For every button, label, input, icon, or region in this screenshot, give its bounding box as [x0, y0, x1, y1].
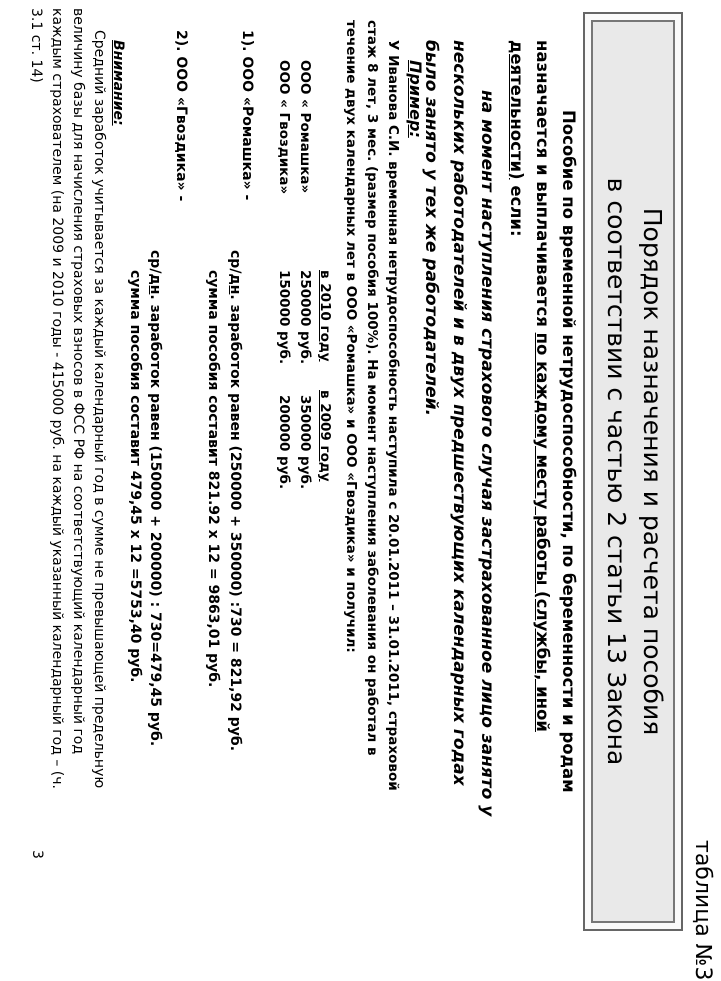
attention-line-3: каждым страхователем (на 2009 и 2010 годы - 415000 руб. на каждый указанный календарный год – (ч. — [49, 8, 65, 789]
attention-text — [25, 8, 109, 789]
condition-line-2: нескольких работодателей и в двух предшествующих календарных годах — [449, 40, 469, 786]
example-text — [340, 20, 403, 791]
intro-line-3-underlined: деятельности) — [507, 40, 526, 180]
calc-2-avg-prefix: ср/ — [147, 250, 163, 274]
page-number: 3 — [29, 850, 45, 859]
calc-2-average — [144, 250, 165, 746]
earnings-cell-2009: 200000 руб. — [276, 395, 292, 490]
employer-cell: ООО « Гвоздика» — [276, 60, 292, 195]
intro-paragraph — [503, 40, 581, 890]
calc-1-sum: сумма пособия составит 821.92 х 12 = 9863,01 руб. — [205, 270, 221, 688]
page-title-line-1: Порядок назначения и расчета пособия — [638, 207, 667, 736]
intro-line-2-start: назначается и выплачивается — [533, 40, 552, 333]
calc-1-avg-text: . заработок равен (250000 + 350000) :730 = 821,92 руб. — [227, 294, 243, 752]
calc-1-avg-prefix: ср/ — [227, 250, 243, 274]
attention-line-1: Средний заработок учитывается за каждый календарный год в сумме не превышающей предельную — [91, 30, 107, 789]
calc-1-avg-unit: дн — [227, 273, 243, 295]
example-line-3: течение двух календарных лет в ООО «Ромашка» и ООО «Гвоздика» и получил: — [343, 20, 359, 653]
table-number-label: таблица №3 — [690, 840, 715, 981]
calc-2-sum: сумма пособия составит 479,45 х 12 =5753,40 руб. — [127, 270, 143, 683]
earnings-cell-2009: 350000 руб. — [297, 395, 313, 490]
attention-label: Внимание: — [110, 40, 126, 126]
condition-line-1: на момент наступления страхового случая застрахованное лицо занято у — [477, 90, 497, 817]
condition-line-3: было занято у тех же работодателей. — [421, 40, 441, 417]
earnings-cell-2010: 150000 руб. — [276, 270, 292, 365]
intro-line-2 — [529, 40, 555, 890]
earnings-cell-2010: 250000 руб. — [297, 270, 313, 365]
calc-2-avg-unit: дн — [147, 273, 163, 295]
employer-cell: ООО « Ромашка» — [297, 60, 313, 194]
condition-paragraph — [417, 40, 501, 900]
calc-2-avg-text: . заработок равен (150000 + 200000) : 730=479,45 руб. — [147, 294, 163, 747]
column-header-2010: в 2010 году — [317, 270, 333, 362]
page-title-line-2: в соответствии с частью 2 статьи 13 Закона — [602, 177, 631, 766]
title-frame — [583, 12, 683, 931]
example-line-1: У Иванова С.И. временная нетрудоспособность наступила с 20.01.2011 – 31.01.2011, страховой — [385, 40, 401, 791]
example-line-2: стаж 8 лет, 3 мес. (размер пособия 100%). На момент наступления заболевания он работал в — [364, 20, 380, 756]
intro-line-2-underlined: по каждому месту работы (службы, иной — [533, 332, 552, 732]
intro-line-1: Пособие по временной нетрудоспособности, по беременности и родам — [559, 110, 578, 793]
calc-2-label: 2). ООО «Гвоздика» - — [173, 30, 189, 202]
column-header-2009: в 2009 году — [317, 390, 333, 482]
calc-1-label: 1). ООО «Ромашка» - — [239, 30, 255, 201]
intro-line-3 — [503, 40, 529, 890]
calc-1-average — [224, 250, 245, 751]
attention-line-2: величину базы для начисления страховых взносов в ФСС РФ на соответствующий календарный год — [70, 8, 86, 755]
attention-line-4: 3.1 ст. 14) — [28, 8, 44, 83]
intro-line-3-end: если: — [507, 179, 526, 237]
example-label: Пример: — [406, 60, 425, 138]
